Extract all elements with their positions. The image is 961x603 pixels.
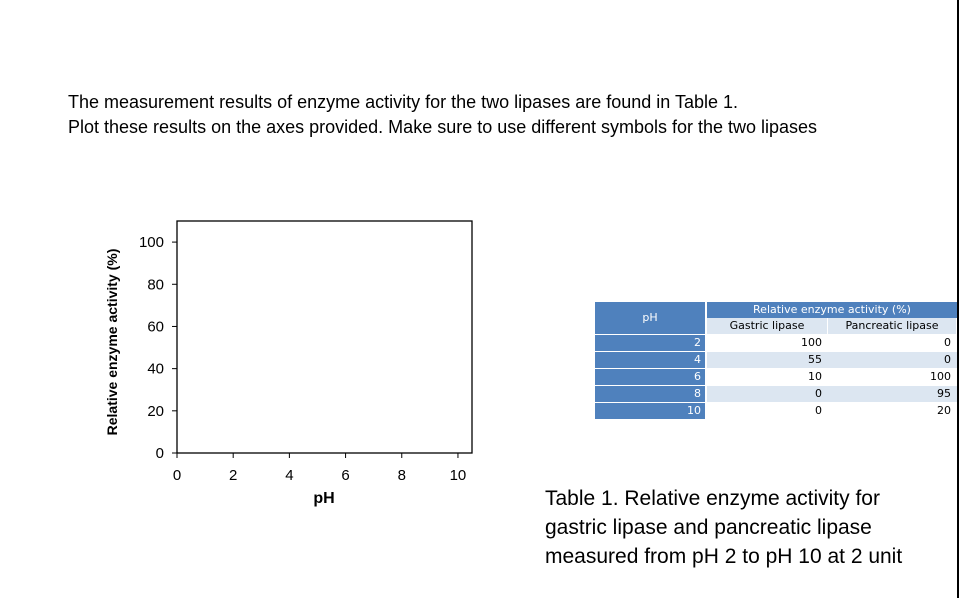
table-row [595, 368, 957, 385]
y-tick-label: 60 [147, 318, 164, 336]
page-edge-line [957, 0, 959, 598]
x-tick-label: 0 [172, 467, 182, 484]
ph-cell: 6 [595, 368, 707, 385]
table-caption [545, 484, 902, 571]
activity-group-header: Relative enzyme activity (%) [707, 302, 957, 318]
gastric-column-header: Gastric lipase [707, 318, 828, 334]
ph-column-header: pH [595, 302, 707, 334]
gastric-value: 0 [707, 385, 828, 402]
y-tick-label: 100 [138, 234, 164, 252]
x-tick-label: 6 [341, 467, 350, 484]
table-row [595, 385, 957, 402]
y-tick-label: 40 [147, 360, 164, 378]
pancreatic-value: 0 [828, 351, 957, 368]
x-tick-label: 2 [229, 467, 238, 484]
gastric-value: 0 [707, 402, 828, 419]
y-tick-label: 20 [147, 402, 164, 420]
x-tick-label: 8 [397, 467, 406, 484]
table-row [595, 402, 957, 419]
x-axis-label: pH [313, 490, 335, 507]
ph-cell: 4 [595, 351, 707, 368]
plot-svg [0, 0, 480, 598]
ph-cell: 8 [595, 385, 707, 402]
plot-frame [177, 221, 472, 453]
pancreatic-value: 100 [828, 368, 957, 385]
y-tick-label: 80 [147, 276, 164, 294]
gastric-value: 100 [707, 334, 828, 351]
caption-line-3: measured from pH 2 to pH 10 at 2 unit [545, 545, 903, 568]
x-tick-label: 4 [285, 467, 294, 484]
enzyme-activity-table [595, 302, 957, 419]
pancreatic-value: 95 [828, 385, 957, 402]
instructions-line-2: Plot these results on the axes provided. Make sure to use different symbols for the two lipases [68, 117, 818, 137]
ph-cell: 10 [595, 402, 707, 419]
gastric-value: 55 [707, 351, 828, 368]
table-row [595, 334, 957, 351]
pancreatic-value: 0 [828, 334, 957, 351]
y-tick-label: 0 [155, 445, 164, 462]
gastric-value: 10 [707, 368, 828, 385]
pancreatic-column-header: Pancreatic lipase [828, 318, 957, 334]
x-tick-label: 10 [449, 467, 467, 484]
y-axis-label: Relative enzyme activity (%) [104, 248, 120, 436]
ph-cell: 2 [595, 334, 707, 351]
instructions-line-1: The measurement results of enzyme activity for the two lipases are found in Table 1. [68, 92, 738, 112]
caption-line-2: gastric lipase and pancreatic lipase [545, 516, 872, 539]
table-row [595, 351, 957, 368]
caption-line-1: Table 1. Relative enzyme activity for [545, 487, 880, 510]
pancreatic-value: 20 [828, 402, 957, 419]
empty-plot-axes [0, 0, 480, 598]
